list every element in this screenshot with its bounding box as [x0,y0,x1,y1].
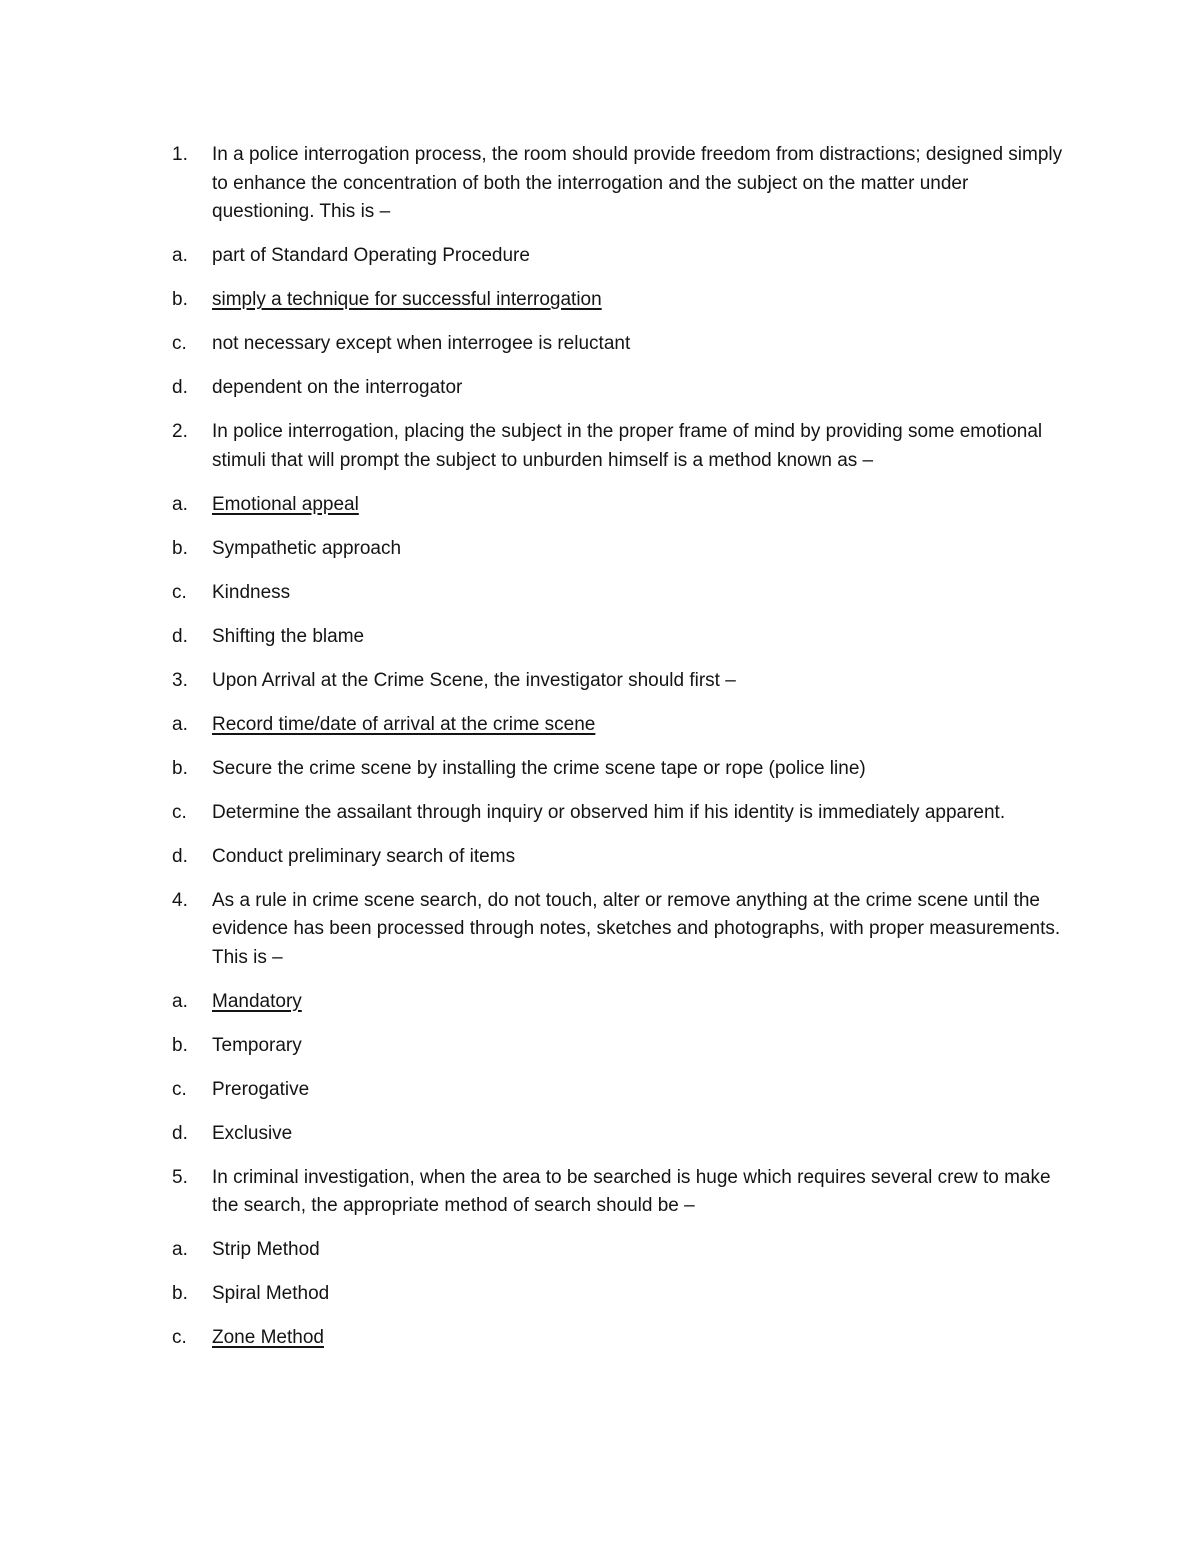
option-letter: c. [172,1327,187,1348]
answer-option [172,711,1072,740]
option-letter: d. [172,625,188,647]
option [172,1236,1072,1265]
option-letter: a. [172,245,188,266]
question-text: In a police interrogation process, the room should provide freedom from distractions; designed simply to enhance the concentration of both the interrogation and the subject on the matter under questioning. This is – [212,144,1063,222]
option [172,799,1072,828]
option-letter: c. [172,333,187,354]
question-number: 2. [172,421,188,442]
option-letter: c. [172,801,187,823]
option-letter: d. [172,1122,188,1144]
option [172,1032,1072,1061]
question-text: In criminal investigation, when the area to be searched is huge which requires several crew to make the search, the appropriate method of search should be – [212,1166,1051,1216]
option-letter: c. [172,581,187,603]
answer-option [172,1324,1072,1353]
option-text: not necessary except when interrogee is reluctant [212,333,631,354]
option-text: part of Standard Operating Procedure [212,245,530,266]
option-text: Kindness [212,581,291,603]
answer-option [172,491,1072,520]
option-letter: b. [172,537,188,559]
question-number: 3. [172,669,188,691]
option-letter: b. [172,1034,188,1056]
option [172,623,1072,652]
option-text: Record time/date of arrival at the crime scene [212,713,596,735]
option-letter: a. [172,990,188,1012]
question-text: As a rule in crime scene search, do not touch, alter or remove anything at the crime scene until the evidence has been processed through notes, sketches and photographs, with proper measurements. This is – [212,889,1061,968]
option-text: Strip Method [212,1239,320,1260]
option-letter: a. [172,1239,188,1260]
option-text: Sympathetic approach [212,537,402,559]
answer-option [172,988,1072,1017]
question-4 [172,887,1072,973]
option [172,1120,1072,1149]
option-letter: b. [172,1283,188,1304]
question-2 [172,418,1072,475]
option [172,843,1072,872]
option-text: Exclusive [212,1122,293,1144]
option-letter: c. [172,1078,187,1100]
option [172,1076,1072,1105]
question-text: In police interrogation, placing the subject in the proper frame of mind by providing some emotional stimuli that will prompt the subject to unburden himself is a method known as – [212,421,1043,471]
option [172,1280,1072,1309]
question-5 [172,1164,1072,1221]
option-text: dependent on the interrogator [212,377,463,398]
option-text: Secure the crime scene by installing the crime scene tape or rope (police line) [212,757,866,779]
option [172,755,1072,784]
question-number: 5. [172,1166,188,1188]
option-letter: d. [172,377,188,398]
option-text: Emotional appeal [212,493,359,515]
option-letter: b. [172,289,188,310]
option [172,374,1072,403]
option-letter: d. [172,845,188,867]
option [172,330,1072,359]
option-text: Conduct preliminary search of items [212,845,516,867]
question-3 [172,667,1072,696]
answer-option [172,286,1072,315]
option-text: simply a technique for successful interrogation [212,289,602,310]
option-text: Mandatory [212,990,302,1012]
question-1 [172,141,1072,227]
option [172,579,1072,608]
option [172,535,1072,564]
option-text: Spiral Method [212,1283,330,1304]
option-text: Zone Method [212,1327,324,1348]
option-text: Temporary [212,1034,302,1056]
question-text: Upon Arrival at the Crime Scene, the investigator should first – [212,669,736,691]
option-letter: a. [172,493,188,515]
question-number: 1. [172,144,188,165]
question-number: 4. [172,889,188,911]
option-letter: a. [172,713,188,735]
question-list [172,141,1072,1368]
option-text: Prerogative [212,1078,310,1100]
option-letter: b. [172,757,188,779]
option-text: Determine the assailant through inquiry or observed him if his identity is immediately apparent. [212,801,1006,823]
option [172,242,1072,271]
option-text: Shifting the blame [212,625,365,647]
